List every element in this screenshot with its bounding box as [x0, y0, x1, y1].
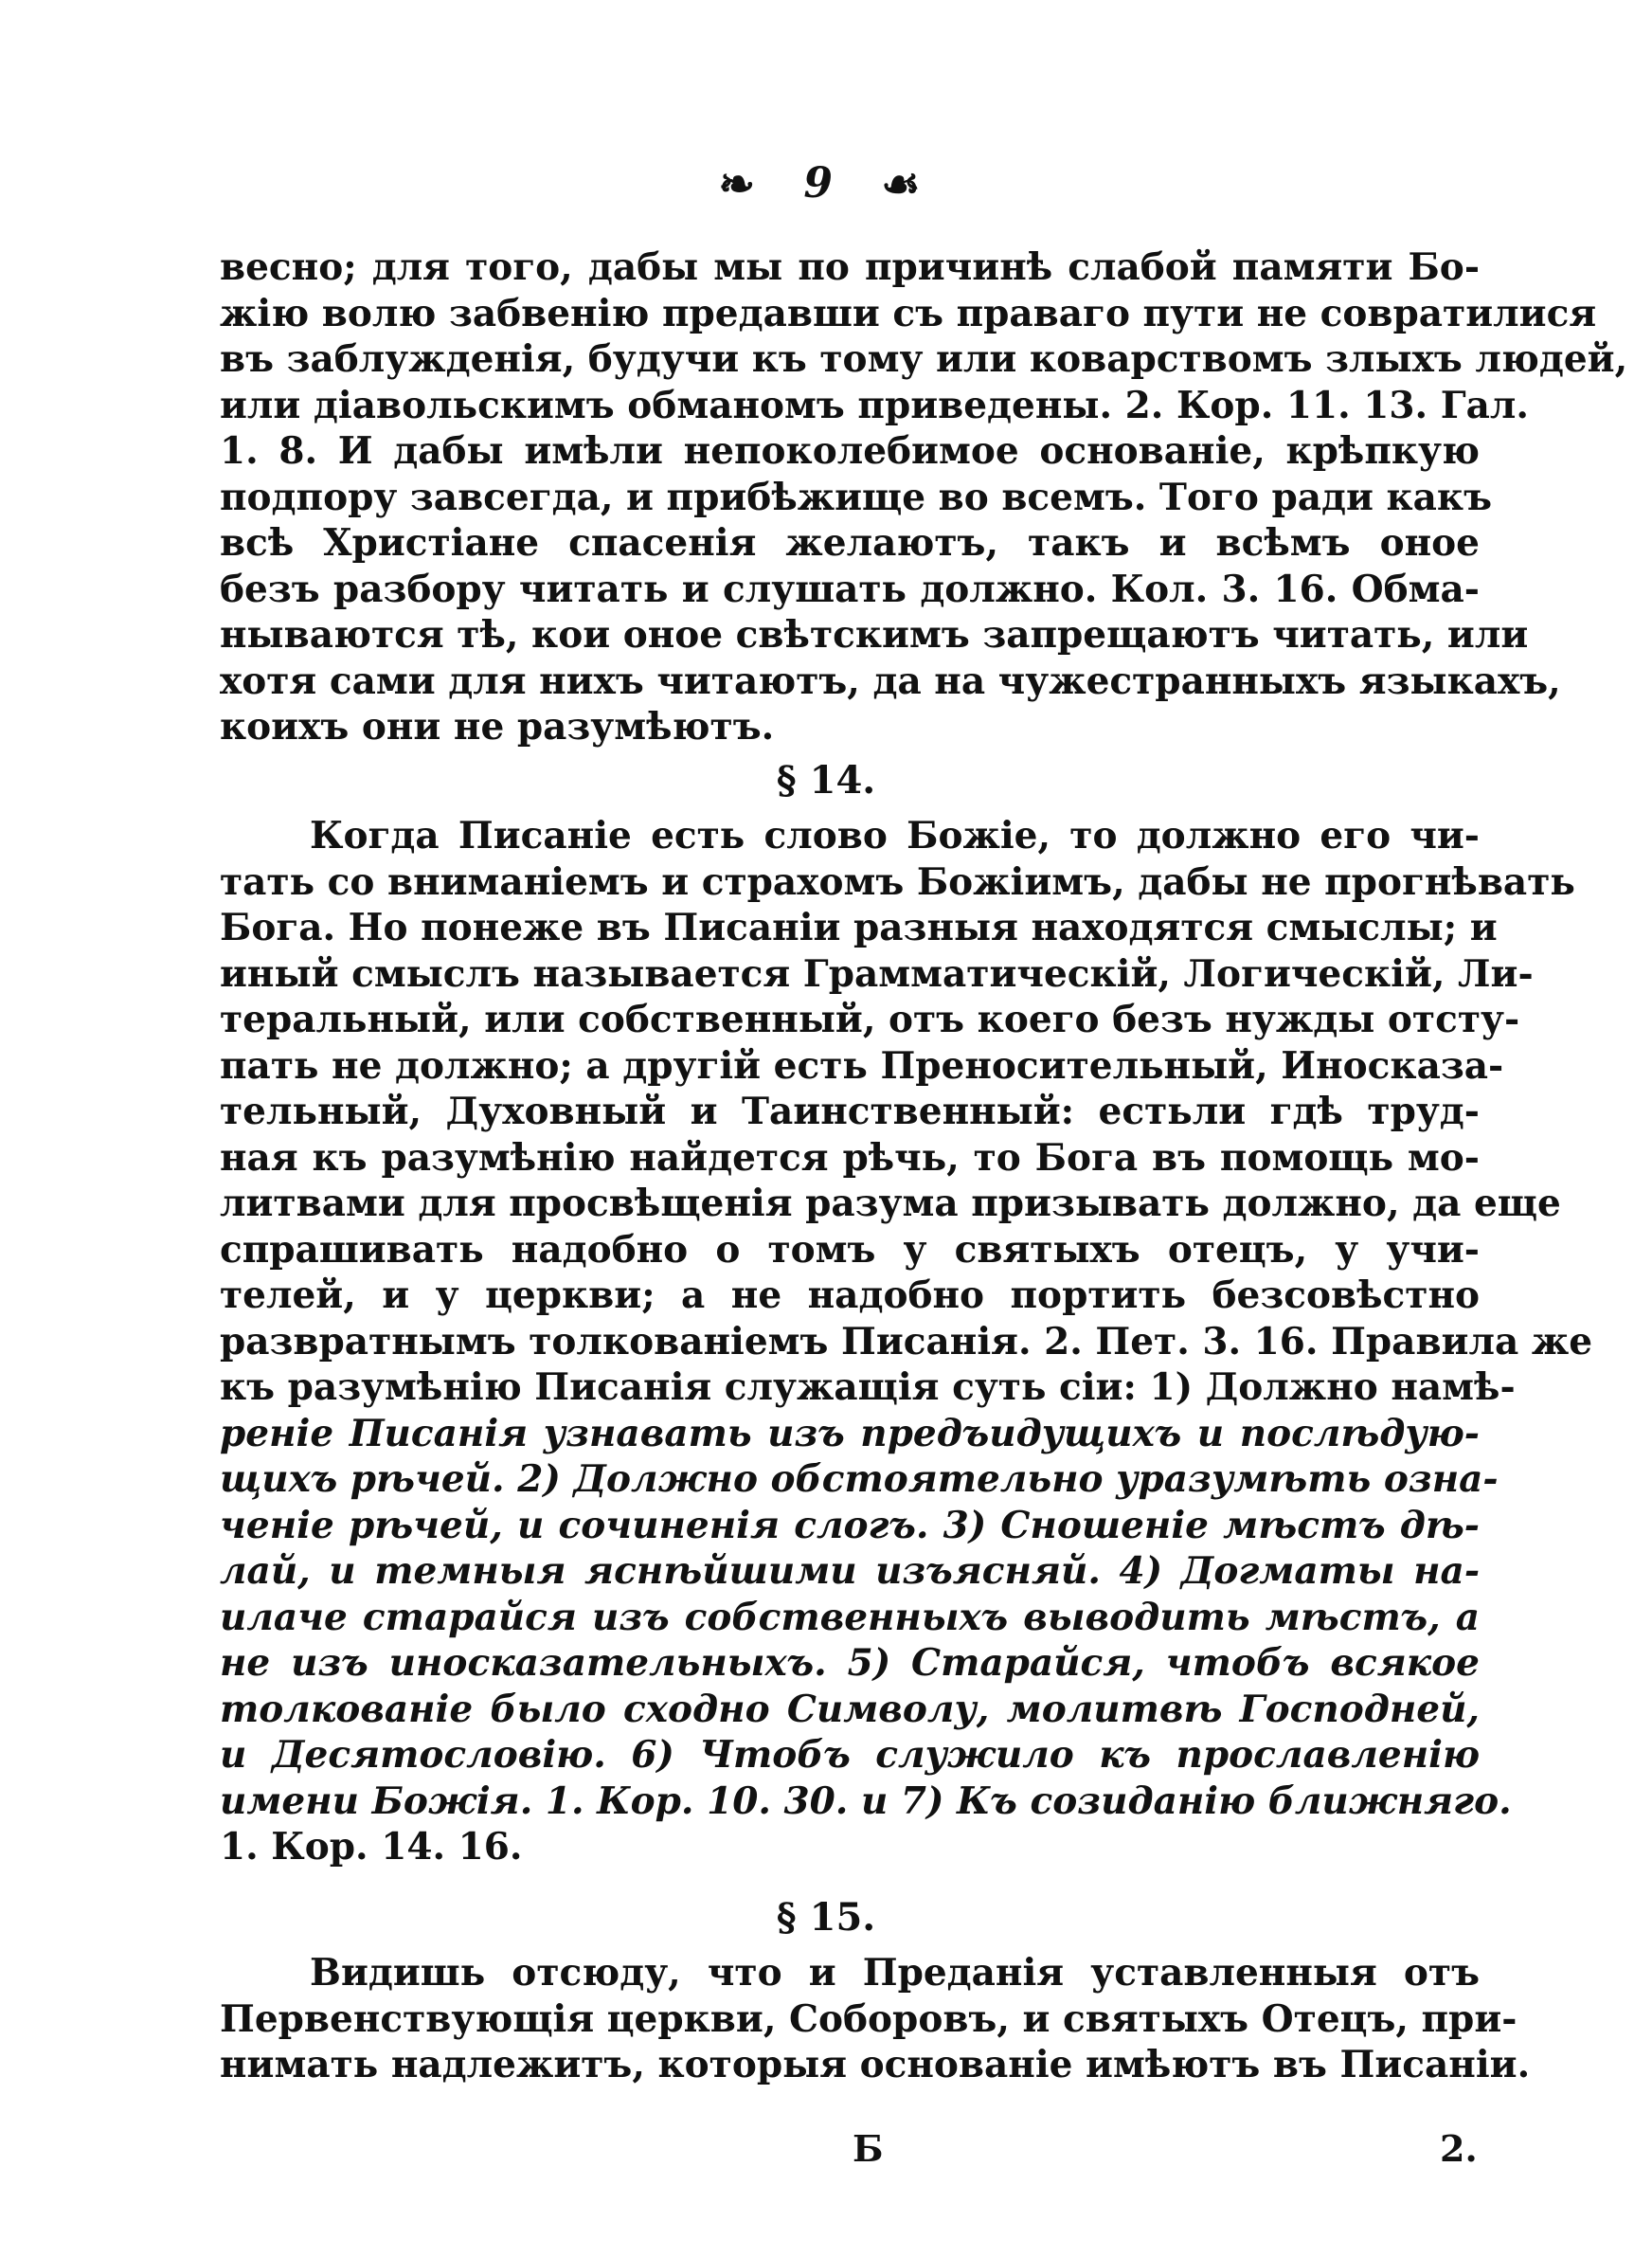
text-line: спрашивать надобно о томъ у святыхъ отецъ, у учи-	[220, 1227, 1480, 1272]
right-ornament-icon: ☙	[881, 157, 934, 209]
paragraph-3	[220, 1950, 1531, 2088]
catchword: 2.	[1440, 2127, 1478, 2170]
paragraph-1	[220, 244, 1628, 750]
text-line: лай, и темныя яснѣйшими изъясняй. 4) Догматы на-	[220, 1549, 1480, 1593]
text-line: имени Божія. 1. Кор. 10. 30. и 7) Къ созиданію ближняго.	[220, 1779, 1512, 1823]
text-line: тельный, Духовный и Таинственный: естьли гдѣ труд-	[220, 1090, 1480, 1133]
text-line: хотя сами для нихъ читаютъ, да на чужестранныхъ языкахъ,	[220, 659, 1561, 703]
text-line: или діавольскимъ обманомъ приведены. 2. Кор. 11. 13. Гал.	[220, 383, 1529, 427]
text-line: толкованіе было сходно Символу, молитвѣ Господней,	[220, 1687, 1480, 1731]
text-line: коихъ они не разумѣютъ.	[220, 705, 775, 749]
text-line: весно; для того, дабы мы по причинѣ слабой памяти Бо-	[220, 245, 1480, 289]
page-header	[0, 156, 1652, 213]
left-ornament-icon: ❧	[718, 157, 768, 209]
text-line: тать со вниманіемъ и страхомъ Божіимъ, дабы не прогнѣвать	[220, 859, 1575, 904]
text-line: теральный, или собственный, отъ коего безъ нужды отсту-	[220, 998, 1520, 1041]
text-line: Бога. Но понеже въ Писаніи разныя находятся смыслы; и	[220, 906, 1498, 949]
text-line: и Десятословію. 6) Чтобъ служило къ прославленію	[220, 1733, 1480, 1777]
text-line: подпору завсегда, и прибѣжище во всемъ. Того ради какъ	[220, 475, 1493, 519]
section-heading-15: § 15.	[776, 1895, 876, 1940]
section-heading-14: § 14.	[776, 758, 876, 803]
signature-mark: Б	[853, 2127, 884, 2170]
text-line: жію волю забвенію предавши съ праваго пути не совратилися	[220, 291, 1597, 335]
text-line: илаче старайся изъ собственныхъ выводить мѣстъ, а	[220, 1595, 1480, 1639]
text-line: иный смыслъ называется Грамматическій, Логическій, Ли-	[220, 951, 1534, 996]
text-line: Видишь отсюду, что и Преданія уставленныя отъ	[310, 1951, 1480, 1995]
text-line: безъ разбору читать и слушать должно. Кол. 3. 16. Обма-	[220, 567, 1480, 611]
text-line: Первенствующія церкви, Соборовъ, и святыхъ Отецъ, при-	[220, 1996, 1517, 2041]
text-line: не изъ иносказательныхъ. 5) Старайся, чтобъ всякое	[220, 1641, 1480, 1685]
text-line: развратнымъ толкованіемъ Писанія. 2. Пет. 3. 16. Правила же	[220, 1319, 1593, 1363]
text-line: литвами для просвѣщенія разума призывать должно, да еще	[220, 1182, 1561, 1225]
text-line: телей, и у церкви; а не надобно портить безсовѣстно	[220, 1273, 1480, 1317]
text-line: ченіе рѣчей, и сочиненія слогъ. 3) Сношеніе мѣстъ дѣ-	[220, 1503, 1480, 1547]
paragraph-2	[220, 813, 1593, 1870]
text-line: 1. Кор. 14. 16.	[220, 1825, 523, 1869]
text-line: нимать надлежитъ, которыя основаніе имѣютъ въ Писаніи.	[220, 2043, 1531, 2086]
text-line: къ разумѣнію Писанія служащія суть сіи: 1) Должно намѣ-	[220, 1365, 1516, 1409]
text-line: реніе Писанія узнавать изъ предъидущихъ и послѣдую-	[220, 1411, 1480, 1455]
text-line: пать не должно; а другій есть Преносительный, Иносказа-	[220, 1043, 1504, 1088]
text-line: въ заблужденія, будучи къ тому или коварствомъ злыхъ людей,	[220, 337, 1628, 381]
text-line: всѣ Христіане спасенія желаютъ, такъ и всѣмъ оное	[220, 521, 1480, 565]
text-line: щихъ рѣчей. 2) Должно обстоятельно уразумѣть озна-	[220, 1457, 1499, 1501]
text-line: 1. 8. И дабы имѣли непоколебимое основаніе, крѣпкую	[220, 429, 1480, 473]
page-number: 9	[803, 159, 846, 208]
text-line: Когда Писаніе есть слово Божіе, то должно его чи-	[310, 814, 1480, 858]
text-line: нываются тѣ, кои оное свѣтскимъ запрещаютъ читать, или	[220, 613, 1529, 657]
text-line: ная къ разумѣнію найдется рѣчь, то Бога въ помощь мо-	[220, 1135, 1480, 1180]
